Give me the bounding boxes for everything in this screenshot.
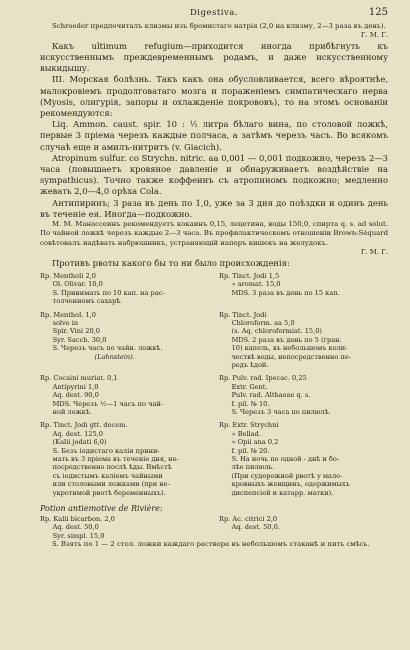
prescription-grid (40, 272, 388, 502)
paragraph-vomiting: Противъ рвоты какого бы то ни было происхожденія: (52, 257, 290, 268)
paragraph-manassein: М. М. Манассеинъ рекомендуетъ кокаинъ 0,15, лецетина, воды 150,0, спирта q. s. ad solut. По чайной ложкѣ черезъ каждые 2—3 часа. Въ профилактическомъ отношеніи Brown-Séquard совѣтовалъ надѣвать набрюшникъ, устраняющій напоръ кишекъ на желудокъ. (40, 220, 388, 247)
potion-footer: S. Взять по 1 — 2 стол. ложки каждаго раствора въ небольшомъ стаканѣ и пить смѣсь. (52, 540, 370, 549)
signature-2: Г. М. Г. (360, 248, 388, 257)
running-title: Digestiva. (189, 8, 239, 18)
prescription: Rp. Tinct. Jodi Chloroform. aa 5,0 (s. Aq. chloroformiat. 15,0) MDS. 2 раза въ день по 5 (гран. 10) капель, въ небольшомъ коли- чествѣ воды, непосредственно пе- редъ ѣдой. (219, 310, 352, 369)
potion-left: Rp. Kalii bicarbon. 2,0 Aq. dest. 50,0 Syr. simpl. 15,0 (40, 515, 115, 540)
page-header (40, 6, 388, 22)
potion-grid (40, 515, 388, 540)
potion-right: Rp. Ac. citrici 2,0 Aq. dest. 50,0. (219, 515, 280, 532)
prescription: Rp. Cocaini muriat. 0,1 Antipyrini 1,0 Aq. dest. 90,0 MDS. Черезъ ½—1 часъ по чай- ной ложкѣ. (40, 374, 164, 416)
paragraph-ultimum: Какъ ultimum refugium—приходится иногда прибѣгнуть къ искусственнымъ преждевременнымъ родамъ, и даже искусственному выкидышу. (40, 40, 388, 74)
paragraph-atropinum: Atropinum sulfur. со Strychn. nitric. aa 0,001 — 0,001 подкожно, черезъ 2—3 часа (повышаетъ кровяное давленіе и обнаруживаетъ воздѣйствіе на sympathicus). Точно также коффеинъ съ атропиномъ подкожно; медленно жевать 2,0—4,0 орѣха Cola. (40, 152, 388, 197)
prescription: Rp. Extr. Strychni » Bellad. » Opii ana 0,2 f. pil. № 20. S. На ночь по одной - днѣ и бо- лѣе пилюль. (При судорожной рвотѣ у мало- кровныхъ женщинъ, одержимыхъ диспепсіей и катарр. матки). (219, 421, 350, 497)
signature: Г. М. Г. (360, 31, 388, 40)
paragraph-antipyrin: Антипиринъ; 3 раза въ день по 1,0, уже за 3 дня до поѣздки и одинъ день въ теченіе ея. Иногда—подкожно. (40, 197, 388, 219)
prescription: Rp. Mentholi 2,0 Ol. Olivar. 10,0 S. Принимать по 10 кап. на рас- толченномъ сахарѣ. (40, 271, 165, 306)
paragraph-seasickness: III. Морская болѣзнь. Такъ какъ она обусловливается, всего вѣроятнѣе, малокровіемъ продолговатаго мозга и пораженіемъ симпатическаго нерва (Myosis, олигурія, запоры и охлажденіе покрововъ), то на этомъ основаніи рекомендуются: (40, 74, 388, 119)
paragraph-schroeder: Schroeder предпочиталъ клизмы изъ бромистаго натрія (2,0 на клизму, 2—3 раза въ день). (52, 22, 386, 30)
paragraph-ammon: Liq. Ammon. caust. spir. 10 : ½ литра бѣлаго вина, по столовой ложкѣ, первые 3 пріема черезъ каждые полчаса, а затѣмъ черезъ часъ. Во всякомъ случаѣ еще и амилъ-нитритъ (v. Giacich). (40, 119, 388, 152)
page-number: 125 (368, 7, 388, 18)
prescription: Rp. Tinct. Jodi gtt. decem. Aq. dest. 125,0 (Kalii jodati 6,0) S. Безъ іодистаго калія прини- мать въ 3 пріема въ теченіе дня, не- посредственно послѣ ѣды. Вмѣстѣ съ іодистымъ каліемъ чайными или столовыми ложками (при не- укротимой рвотѣ беременныхъ). (40, 421, 179, 497)
prescription: Rp. Pulv. rad. Ipecac. 0,25 Extr. Gent. Pulv. rad. Althaeae q. s. f. pil. № 10. S. Черезъ 3 часа по пилюлѣ. (219, 374, 331, 416)
potion-title: Potion antiemotive de Rivière: (40, 504, 163, 514)
prescription: Rp. Tinct. Jodi 1,5 » aromat. 15,0 MDS. 3 раза въ день по 15 кап. (219, 271, 340, 297)
prescription: Rp. Menthol. 1,0 solve in Spir. Vini 20,0 Syr. Sacch. 30,0 S. Черезъ часъ по чайн. ложкѣ. (Lahnstein). (40, 310, 163, 361)
